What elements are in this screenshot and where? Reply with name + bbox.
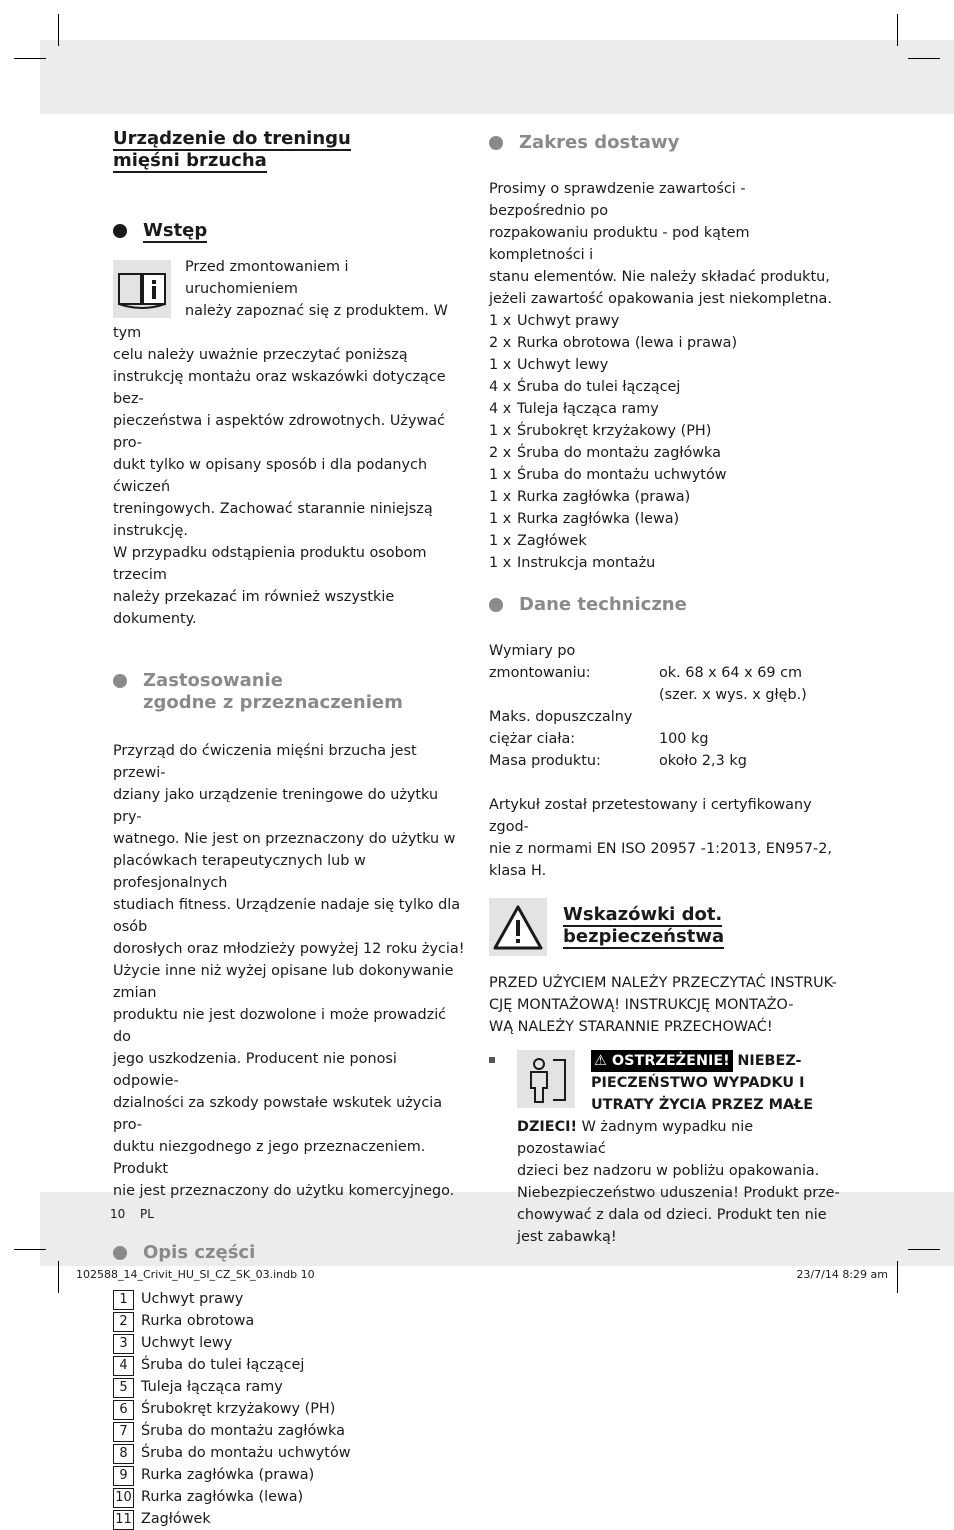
item-qty: 1 x [489,423,512,439]
text-line: Prosimy o sprawdzenie zawartości - bezpośrednio po [489,181,746,219]
list-item [113,1398,465,1420]
doc-title-line: Urządzenie do treningu [113,128,351,149]
text-line: dorosłych oraz młodzieży powyżej 12 roku życia! [113,941,465,957]
item-qty: 4 x [489,401,512,417]
list-item [113,1464,465,1486]
part-number: 9 [113,1466,134,1486]
text-line: nie z normami EN ISO 20957 -1:2013, EN957-2, [489,841,832,857]
item-qty: 1 x [489,533,512,549]
text-line: Przyrząd do ćwiczenia mięśni brzucha jest przewi- [113,743,417,781]
tech-key: zmontowaniu: [489,665,591,681]
part-number: 3 [113,1334,134,1354]
parts-list [113,1288,465,1530]
text-line: dukt tylko w opisany sposób i dla podanych ćwiczeń [113,457,428,495]
child-packaging-icon [517,1050,575,1108]
warning-bold-line: PIECZEŃSTWO WYPADKU I [591,1075,805,1091]
item-qty: 1 x [489,467,512,483]
list-item [489,486,841,508]
text-line: pieczeństwa i aspektów zdrowotnych. Używać pro- [113,413,445,451]
text-line: klasa H. [489,863,547,879]
item-qty: 2 x [489,445,512,461]
print-slug-date: 23/7/14 8:29 am [796,1268,888,1281]
list-item [489,376,841,398]
item-label: Rurka zagłówka (prawa) [517,489,691,505]
safety-title-line: Wskazówki dot. [563,904,723,925]
item-qty: 2 x [489,335,512,351]
tech-header [489,594,841,616]
warning-body [517,1116,841,1248]
page-number: 10 [110,1207,126,1221]
square-bullet-icon [489,1057,495,1063]
part-number: 6 [113,1400,134,1420]
list-item [113,1376,465,1398]
part-number: 10 [113,1488,134,1508]
text-line: należy zapoznać się z produktem. W tym [113,303,448,341]
tech-key: Masa produktu: [489,753,601,769]
part-label: Rurka obrotowa [141,1313,255,1329]
delivery-text [489,178,841,310]
text-line: należy przekazać im również wszystkie dokumenty. [113,589,395,627]
top-band [40,40,954,114]
parts-header-text: Opis części [143,1242,256,1263]
language-code: PL [140,1207,154,1221]
item-label: Rurka zagłówka (lewa) [517,511,680,527]
list-item [113,1310,465,1332]
text-line: dzialności za szkody powstałe wskutek użycia pro- [113,1095,443,1133]
tech-value: (szer. x wys. x głęb.) [659,687,807,703]
list-item [113,1332,465,1354]
text-line: Niebezpieczeństwo uduszenia! Produkt prze- [517,1185,840,1201]
part-label: Śrubokręt krzyżakowy (PH) [141,1401,336,1417]
item-label: Śrubokręt krzyżakowy (PH) [517,423,712,439]
item-qty: 4 x [489,379,512,395]
warning-head [591,1050,841,1116]
text-line: studiach fitness. Urządzenie nadaje się tylko dla osób [113,897,461,935]
warning-bold-line: NIEBEZ- [737,1053,802,1069]
part-label: Uchwyt lewy [141,1335,233,1351]
part-label: Tuleja łącząca ramy [141,1379,283,1395]
text-line: produktu nie jest dozwolone i może prowadzić do [113,1007,447,1045]
text-line: W żadnym wypadku nie pozostawiać [517,1119,754,1157]
text-line: duktu niezgodnego z jego przeznaczeniem. Produkt [113,1139,426,1177]
part-label: Uchwyt prawy [141,1291,244,1307]
print-slug-file: 102588_14_Crivit_HU_SI_CZ_SK_03.indb 10 [76,1268,315,1281]
info-book-icon [113,260,171,318]
bullet-dot-icon [113,224,127,238]
warning-badge-text: OSTRZEŻENIE! [611,1053,730,1069]
safety-header [489,898,841,958]
use-header-line: Zastosowanie [143,670,283,691]
text-line: chowywać z dala od dzieci. Produkt ten nie [517,1207,827,1223]
item-qty: 1 x [489,555,512,571]
use-header-line: zgodne z przeznaczeniem [143,692,403,713]
doc-title-line: mięśni brzucha [113,150,267,171]
item-label: Uchwyt lewy [517,357,609,373]
list-item [489,464,841,486]
warning-bold-line: UTRATY ŻYCIA PRZEZ MAŁE [591,1097,814,1113]
crop-mark [58,14,59,46]
item-label: Śruba do montażu zagłówka [517,445,721,461]
bullet-dot-icon [113,674,127,688]
tech-value: około 2,3 kg [659,753,747,769]
bullet-dot-icon [489,136,503,150]
part-number: 1 [113,1290,134,1310]
text-line: WĄ NALEŻY STARANNIE PRZECHOWAĆ! [489,1019,773,1035]
text-line: watnego. Nie jest on przeznaczony do użytku w [113,831,456,847]
crop-mark [897,1261,898,1293]
part-number: 11 [113,1510,134,1530]
left-column [113,128,465,1530]
list-item [489,552,841,574]
text-line: nie jest przeznaczony do użytku komercyjnego. [113,1183,455,1199]
parts-header [113,1242,465,1264]
list-item [113,1442,465,1464]
warning-bold-line: DZIECI! [517,1119,578,1135]
bullet-dot-icon [489,598,503,612]
item-qty: 1 x [489,511,512,527]
text-line: instrukcję montażu oraz wskazówki dotyczące bez- [113,369,446,407]
part-label: Śruba do montażu uchwytów [141,1445,351,1461]
crop-mark [14,58,46,59]
item-label: Uchwyt prawy [517,313,620,329]
text-line: Użycie inne niż wyżej opisane lub dokonywanie zmian [113,963,454,1001]
child-warning [489,1050,841,1248]
list-item [113,1486,465,1508]
crop-mark [14,1249,46,1250]
list-item [489,508,841,530]
part-number: 7 [113,1422,134,1442]
part-label: Śruba do tulei łączącej [141,1357,305,1373]
part-number: 4 [113,1356,134,1376]
table-row [489,706,841,728]
item-label: Zagłówek [517,533,587,549]
part-label: Zagłówek [141,1511,211,1527]
part-label: Rurka zagłówka (prawa) [141,1467,315,1483]
crop-mark [58,1261,59,1293]
list-item [489,398,841,420]
item-label: Rurka obrotowa (lewa i prawa) [517,335,738,351]
text-line: jego uszkodzenia. Producent nie ponosi odpowie- [113,1051,397,1089]
use-text [113,740,465,1202]
item-label: Śruba do tulei łączącej [517,379,681,395]
safety-title [563,904,724,948]
crop-mark [908,58,940,59]
list-item [489,332,841,354]
list-item [489,442,841,464]
warning-triangle-icon [489,898,547,956]
list-item [489,420,841,442]
doc-title [113,128,465,172]
text-line: dzieci bez nadzoru w pobliżu opakowania. [517,1163,820,1179]
part-number: 5 [113,1378,134,1398]
item-qty: 1 x [489,357,512,373]
table-row [489,750,841,772]
part-label: Rurka zagłówka (lewa) [141,1489,304,1505]
text-line: Przed zmontowaniem i uruchomieniem [185,259,349,297]
item-qty: 1 x [489,489,512,505]
delivery-header-text: Zakres dostawy [519,132,680,153]
text-line: celu należy uważnie przeczytać poniższą [113,347,408,363]
tech-key: Wymiary po [489,643,576,659]
tech-key: Maks. dopuszczalny [489,709,633,725]
right-column [489,128,841,1248]
part-number: 8 [113,1444,134,1464]
use-header [113,670,465,714]
text-line: rozpakowaniu produktu - pod kątem kompletności i [489,225,750,263]
list-item [113,1420,465,1442]
text-line: W przypadku odstąpienia produktu osobom trzecim [113,545,427,583]
item-label: Tuleja łącząca ramy [517,401,659,417]
list-item [489,310,841,332]
text-line: stanu elementów. Nie należy składać produktu, [489,269,830,285]
part-label: Śruba do montażu zagłówka [141,1423,345,1439]
item-label: Śruba do montażu uchwytów [517,467,727,483]
list-item [113,1354,465,1376]
table-row [489,684,841,706]
warning-badge: ⚠ OSTRZEŻENIE! [591,1050,733,1072]
item-label: Instrukcja montażu [517,555,656,571]
item-qty: 1 x [489,313,512,329]
text-line: dziany jako urządzenie treningowe do użytku pry- [113,787,439,825]
safety-caps-text [489,972,841,1038]
text-line: PRZED UŻYCIEM NALEŻY PRZECZYTAĆ INSTRUK- [489,975,837,991]
text-line: jeżeli zawartość opakowania jest niekompletna. [489,291,832,307]
text-line: treningowych. Zachować starannie niniejszą instrukcję. [113,501,433,539]
table-row [489,640,841,662]
table-row [489,728,841,750]
crop-mark [908,1249,940,1250]
text-line: Artykuł został przetestowany i certyfikowany zgod- [489,797,812,835]
part-number: 2 [113,1312,134,1332]
tech-value: ok. 68 x 64 x 69 cm [659,665,803,681]
tech-key: ciężar ciała: [489,731,576,747]
delivery-header [489,132,841,154]
intro-header [113,220,465,242]
text-line: placówkach terapeutycznych lub w profesjonalnych [113,853,366,891]
text-line: jest zabawką! [517,1229,617,1245]
table-row [489,662,841,684]
tech-table [489,640,841,772]
text-line: CJĘ MONTAŻOWĄ! INSTRUKCJĘ MONTAŻO- [489,997,794,1013]
cert-text [489,794,841,882]
delivery-list [489,310,841,574]
list-item [489,530,841,552]
tech-value: 100 kg [659,731,709,747]
crop-mark [897,14,898,46]
bullet-dot-icon [113,1246,127,1260]
list-item [489,354,841,376]
safety-title-line: bezpieczeństwa [563,926,725,947]
list-item [113,1508,465,1530]
tech-header-text: Dane techniczne [519,594,687,615]
intro-header-text: Wstęp [143,220,208,241]
intro-paragraph [113,256,465,630]
